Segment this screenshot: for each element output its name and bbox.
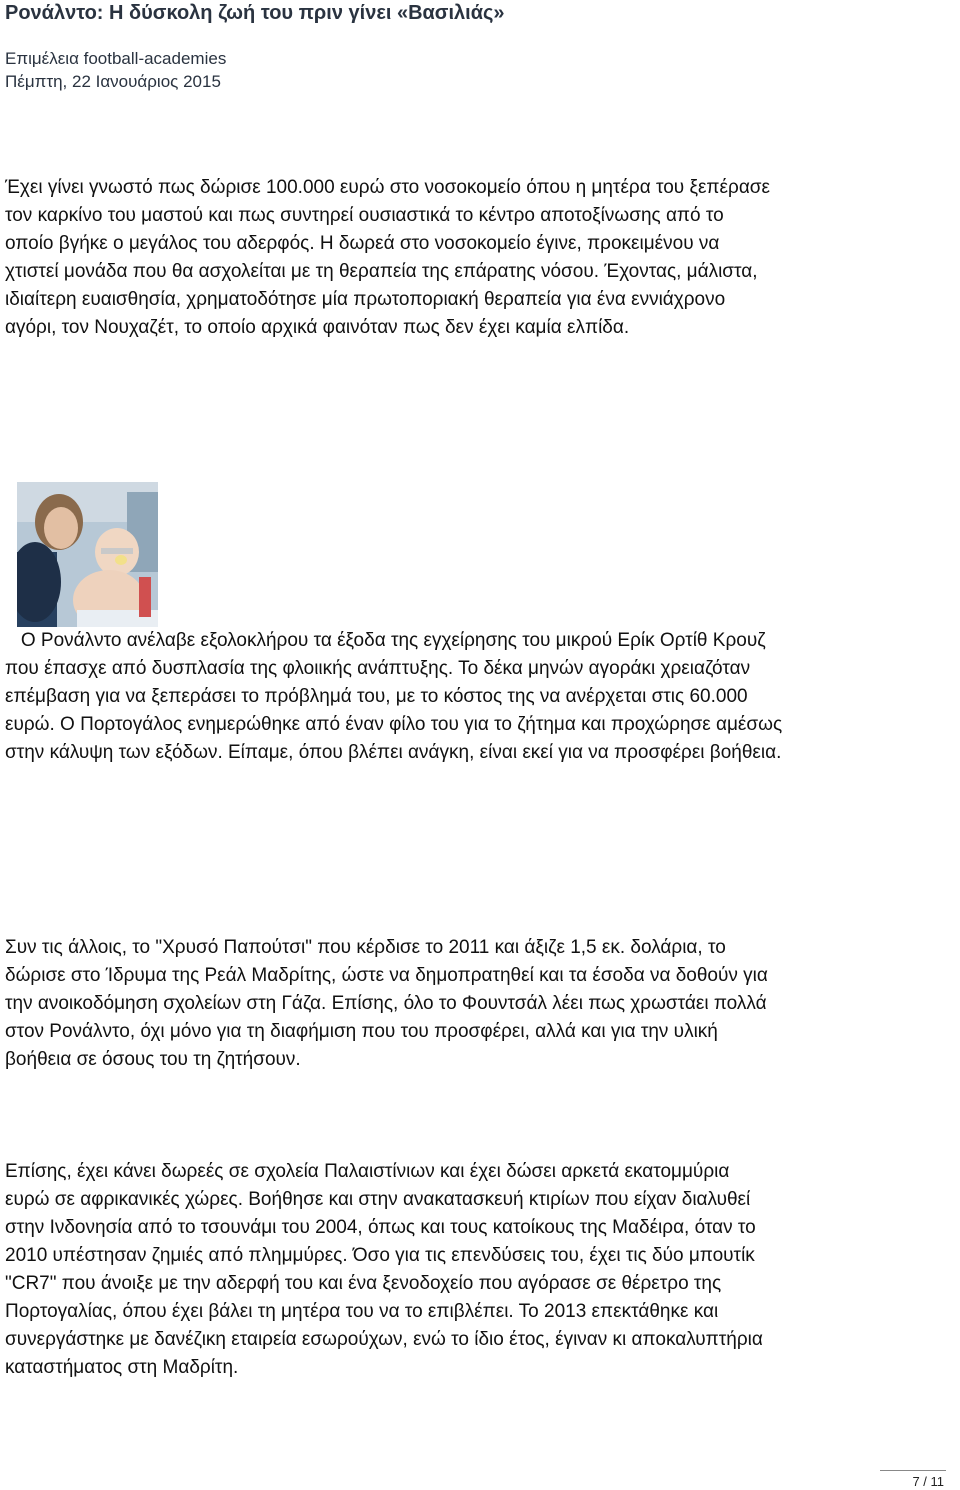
paragraph-line: ευρώ. Ο Πορτογάλος ενημερώθηκε από έναν φίλο του για το ζήτημα και προχώρησε αμέσως [5, 714, 783, 735]
paragraph-line: επέμβαση για να ξεπεράσει το πρόβλημά του, με το κόστος της να ανέρχεται στις 60.000 [5, 686, 748, 707]
paragraph-line: αγόρι, τον Νουχαζέτ, το οποίο αρχικά φαινόταν πως δεν έχει καμία ελπίδα. [5, 317, 630, 338]
paragraph-line: ευρώ σε αφρικανικές χώρες. Βοήθησε και στην ανακατασκευή κτιρίων που είχαν διαλυθεί [5, 1189, 751, 1210]
author-line: Επιμέλεια football-academies [5, 49, 227, 68]
paragraph-line: τον καρκίνο του μαστού και πως συντηρεί ουσιαστικά το κέντρο αποτοξίνωσης από το [5, 205, 724, 226]
page-number: 7 / 11 [912, 1474, 944, 1489]
paragraph-line: 2010 υπέστησαν ζημιές από πλημμύρες. Όσο για τις επενδύσεις του, έχει τις δύο μπουτίκ [5, 1245, 755, 1266]
paragraph-line: Επίσης, έχει κάνει δωρεές σε σχολεία Παλαιστίνιων και έχει δώσει αρκετά εκατομμύρια [5, 1161, 730, 1182]
paragraph-line: Πορτογαλίας, όπου έχει βάλει τη μητέρα του να το επιβλέπει. Το 2013 επεκτάθηκε και [5, 1301, 719, 1322]
date-line: Πέμπτη, 22 Ιανουάριος 2015 [5, 72, 221, 91]
paragraph-line: "CR7" που άνοιξε με την αδερφή του και ένα ξενοδοχείο που αγόρασε σε θέρετρο της [5, 1273, 722, 1294]
article-title: Ρονάλντο: Η δύσκολη ζωή του πριν γίνει «Βασιλιάς» [5, 2, 505, 24]
paragraph-2 [5, 627, 957, 767]
paragraph-line: δώρισε στο Ίδρυμα της Ρεάλ Μαδρίτης, ώστε να δημοπρατηθεί και τα έσοδα να δοθούν για [5, 965, 768, 986]
paragraph-line: ιδιαίτερη ευαισθησία, χρηματοδότησε μία πρωτοποριακή θεραπεία για ένα εννιάχρονο [5, 289, 726, 310]
paragraph-line: στην Ινδονησία από το τσουνάμι του 2004, όπως και τους κατοίκους της Μαδέιρα, όταν το [5, 1217, 756, 1238]
paragraph-line: βοήθεια σε όσους του τη ζητήσουν. [5, 1049, 301, 1070]
paragraph-line: καταστήματος στη Μαδρίτη. [5, 1357, 239, 1378]
paragraph-1 [5, 174, 957, 342]
footer-divider [880, 1470, 946, 1471]
mother-child-photo [17, 482, 158, 627]
paragraph-3 [5, 934, 957, 1074]
paragraph-line: Συν τις άλλοις, το "Χρυσό Παπούτσι" που κέρδισε το 2011 και άξιζε 1,5 εκ. δολάρια, το [5, 937, 726, 958]
paragraph-line: που έπασχε από δυσπλασία της φλοιικής ανάπτυξης. Το δέκα μηνών αγοράκι χρειαζόταν [5, 658, 751, 679]
paragraph-line: συνεργάστηκε με δανέζικη εταιρεία εσωρούχων, ενώ το ίδιο έτος, έγιναν κι αποκαλυπτήρια [5, 1329, 763, 1350]
paragraph-line: οποίο βγήκε ο μεγάλος του αδερφός. Η δωρεά στο νοσοκομείο έγινε, προκειμένου να [5, 233, 720, 254]
paragraph-line: Ο Ρονάλντο ανέλαβε εξολοκλήρου τα έξοδα της εγχείρησης του μικρού Ερίκ Ορτίθ Κρουζ [5, 630, 766, 651]
paragraph-line: την ανοικοδόμηση σχολείων στη Γάζα. Επίσης, όλο το Φουντσάλ λέει πως χρωστάει πολλά [5, 993, 767, 1014]
paragraph-line: χτιστεί μονάδα που θα ασχολείται με τη θεραπεία της επάρατης νόσου. Έχοντας, μάλιστα, [5, 261, 758, 282]
paragraph-4 [5, 1158, 957, 1382]
paragraph-line: στην κάλυψη των εξόδων. Είπαμε, όπου βλέπει ανάγκη, είναι εκεί για να προσφέρει βοήθεια. [5, 742, 782, 763]
paragraph-line: Έχει γίνει γνωστό πως δώρισε 100.000 ευρώ στο νοσοκομείο όπου η μητέρα του ξεπέρασε [5, 177, 771, 198]
paragraph-line: στον Ρονάλντο, όχι μόνο για τη διαφήμιση που του προσφέρει, αλλά και για την υλική [5, 1021, 718, 1042]
